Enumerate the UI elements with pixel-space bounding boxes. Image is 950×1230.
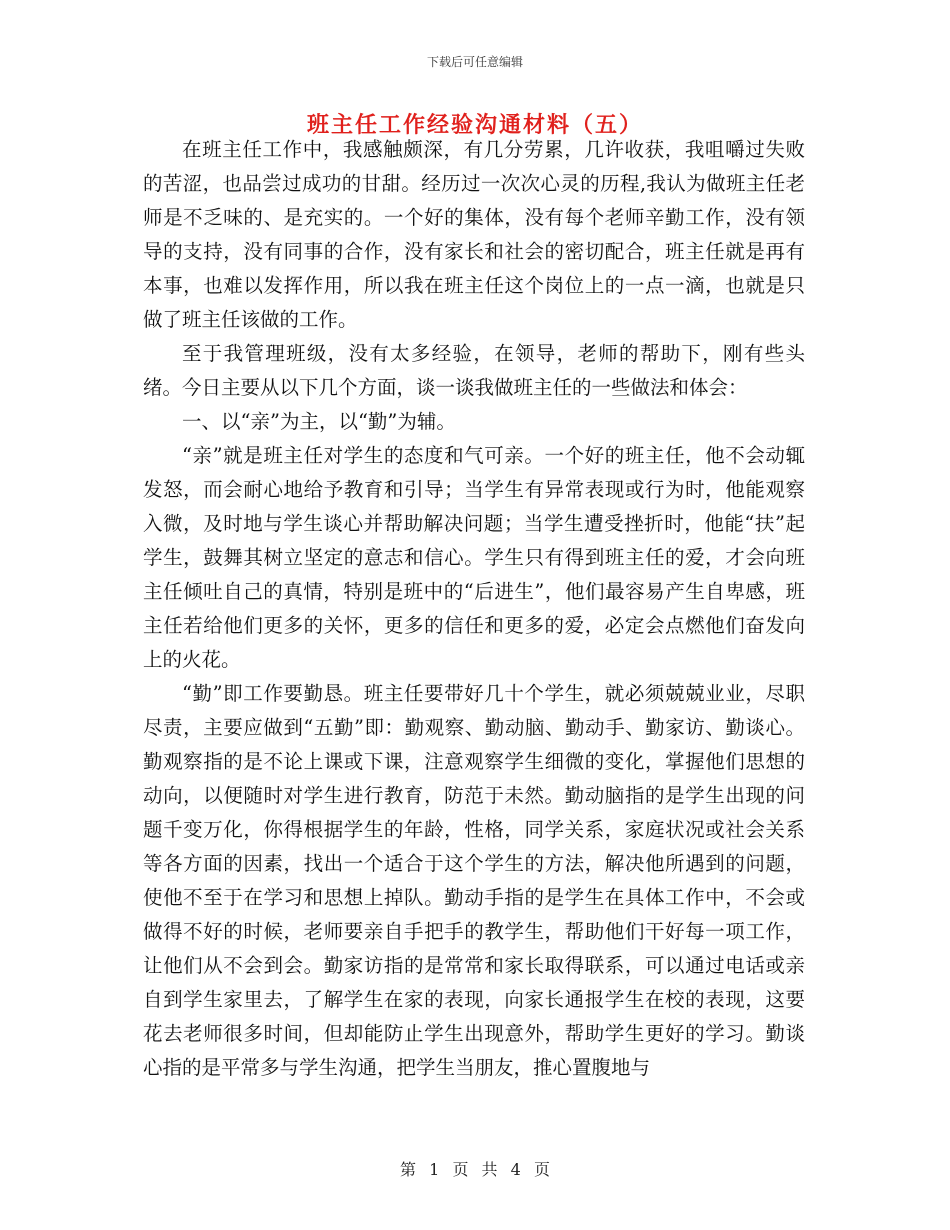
- document-title: 班主任工作经验沟通材料（五）: [306, 112, 643, 138]
- paragraph: 至于我管理班级，没有太多经验，在领导，老师的帮助下，刚有些头绪。今日主要从以下几个方面，谈一谈我做班主任的一些做法和体会：: [143, 342, 805, 399]
- page-footer: [0, 1157, 950, 1180]
- paragraph: “勤”即工作要勤恳。班主任要带好几十个学生，就必须兢兢业业，尽职尽责，主要应做到“五勤”即：勤观察、勤动脑、勤动手、勤家访、勤谈心。勤观察指的是不论上课或下课，注意观察学生细微的变化，掌握他们思想的动向，以便随时对学生进行教育，防范于未然。勤动脑指的是学生出现的问题千变万化，你得根据学生的年龄，性格，同学关系，家庭状况或社会关系等各方面的因素，找出一个适合于这个学生的方法，解决他所遇到的问题，使他不至于在学习和思想上掉队。勤动手指的是学生在具体工作中，不会或做得不好的时候，老师要亲自手把手的教学生，帮助他们干好每一项工作，让他们从不会到会。勤家访指的是常常和家长取得联系，可以通过电话或亲自到学生家里去，了解学生在家的表现，向家长通报学生在校的表现，这要花去老师很多时间，但却能防止学生出现意外，帮助学生更好的学习。勤谈心指的是平常多与学生沟通，把学生当朋友，推心置腹地与: [143, 682, 805, 1079]
- footer-page-number: 1: [429, 1160, 440, 1179]
- footer-total-unit: 页: [533, 1160, 550, 1179]
- document-body: [143, 133, 805, 1085]
- paragraph: “亲”就是班主任对学生的态度和气可亲。一个好的班主任，他不会动辄发怒，而会耐心地给予教育和引导；当学生有异常表现或行为时，他能观察入微，及时地与学生谈心并帮助解决问题；当学生遭受挫折时，他能“扶”起学生，鼓舞其树立坚定的意志和信心。学生只有得到班主任的爱，才会向班主任倾吐自己的真情，特别是班中的“后进生”，他们最容易产生自卑感，班主任若给他们更多的关怀，更多的信任和更多的爱，必定会点燃他们奋发向上的火花。: [143, 444, 805, 671]
- footer-total-prefix: 共: [481, 1160, 498, 1179]
- footer-page-prefix: 第: [400, 1160, 417, 1179]
- footer-total-pages: 4: [510, 1160, 521, 1179]
- section-heading: 一、以“亲”为主，以“勤”为辅。: [182, 410, 456, 433]
- header-note: 下载后可任意编辑: [426, 55, 523, 69]
- footer-page-unit: 页: [452, 1160, 469, 1179]
- paragraph: 在班主任工作中，我感触颇深，有几分劳累，几许收获，我咀嚼过失败的苦涩，也品尝过成功的甘甜。经历过一次次心灵的历程,我认为做班主任老师是不乏味的、是充实的。一个好的集体，没有每个老师辛勤工作，没有领导的支持，没有同事的合作，没有家长和社会的密切配合，班主任就是再有本事，也难以发挥作用，所以我在班主任这个岗位上的一点一滴，也就是只做了班主任该做的工作。: [143, 138, 805, 331]
